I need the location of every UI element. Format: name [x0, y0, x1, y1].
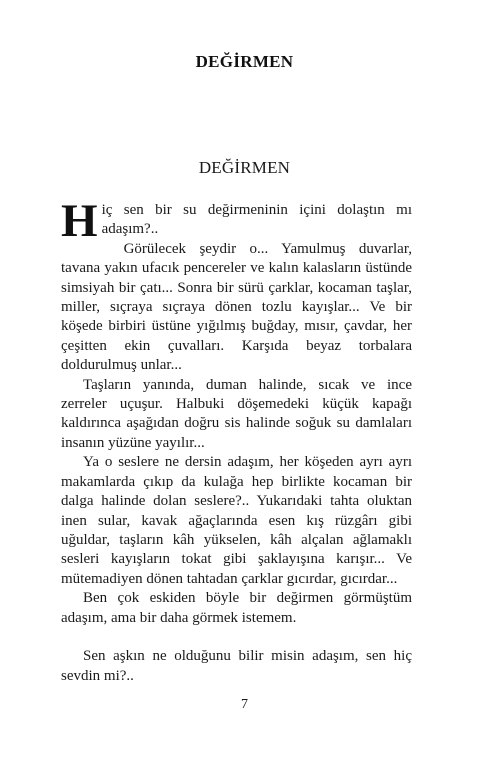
chapter-title: DEĞİRMEN	[198, 158, 291, 177]
paragraph-opening	[61, 195, 412, 247]
paragraph: Ya o seslere ne dersin adaşım, her köşeden ayrı ayrı makamlarda çıkıp da kulağa hep birlikte kocaman bir dalga halinde dolan seslere?.. Yukarıdaki tahta oluktan inen sular, kavak ağaçlarında esen kış rüzgârı gibi uğuldar, taşların kâh yükselen, kâh alçalan ağlamaklı sesleri kayışların tokat gibi şaklayışına karışır... Ve mütemadiyen dönen tahtadan çarklar gıcırdar, gıcırdar...	[61, 454, 412, 587]
drop-cap: H	[61, 195, 98, 247]
paragraph: Sen aşkın ne olduğunu bilir misin adaşım, sen hiç sevdin mi?..	[61, 648, 412, 684]
running-head: DEĞİRMEN	[195, 52, 294, 71]
chapter-body	[61, 195, 412, 686]
paragraph: Görülecek şeydir o... Yamulmuş duvarlar, tavana yakın ufacık pencereler ve kalın kalasların üstünde simsiyah bir çatı... Sonra bir sürü çarklar, kocaman taşlar, miller, sıçraya sıçraya dönen tozlu kayışlar... Ve bir köşede birbiri üstüne yığılmış buğday, mısır, çavdar, her çeşitten ekin çuvalları. Karşıda beyaz torbalara doldurulmuş unlar...	[61, 240, 412, 374]
page-number: 7	[241, 697, 248, 712]
paragraph: Ben çok eskiden böyle bir değirmen görmüştüm adaşım, ama bir daha görmek istemem.	[61, 590, 412, 626]
paragraph-gap	[61, 628, 412, 647]
paragraph-opening-text: iç sen bir su değirmeninin içini dolaştın mı adaşım?..	[101, 202, 412, 238]
paragraph: Taşların yanında, duman halinde, sıcak ve ince zerreler uçuşur. Halbuki döşemedeki küçük kapağı kaldırınca aşağıdan doğru sis halinde soğuk su damlaları insanın yüzüne yayılır...	[61, 376, 412, 451]
